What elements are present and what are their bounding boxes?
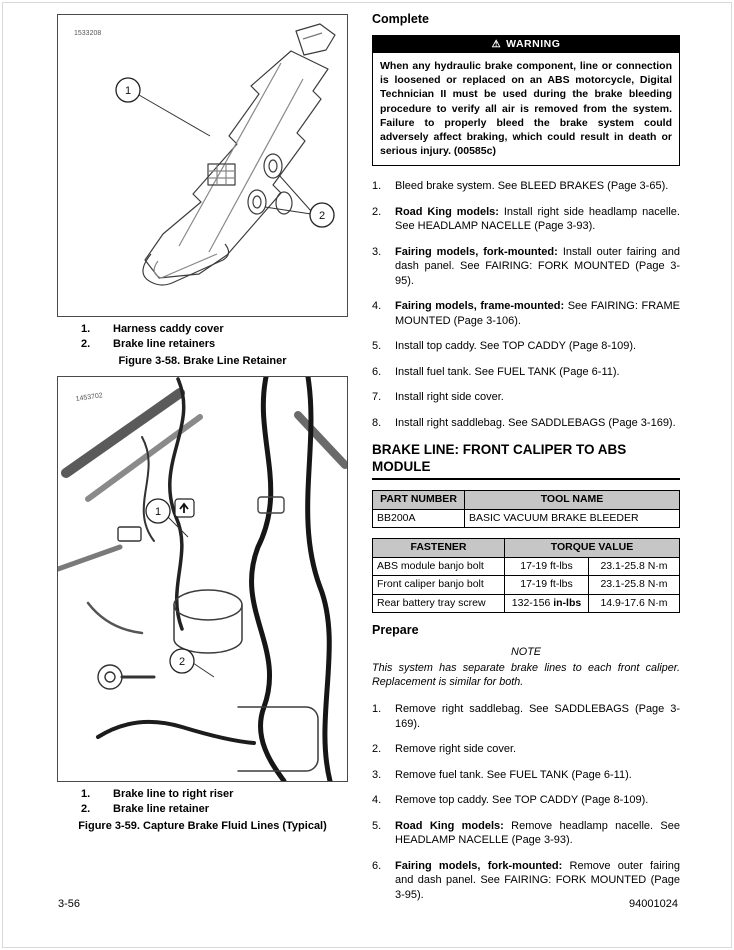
step-number: 5.: [372, 819, 382, 832]
fastener-cell: Front caliper banjo bolt: [373, 576, 505, 595]
instruction-step: [372, 416, 680, 431]
torque-cell: 17-19 ft-lbs: [505, 557, 589, 576]
legend-text: Harness caddy cover: [113, 323, 224, 335]
legend-text: Brake line retainers: [113, 338, 216, 350]
step-number: 1.: [372, 180, 382, 193]
step-number: 4.: [372, 794, 382, 807]
table-row: [373, 576, 680, 595]
tool-table-header-tool: TOOL NAME: [465, 491, 680, 510]
instruction-step: [372, 793, 680, 808]
step-text: Road King models: Install right side headlamp nacelle. See HEADLAMP NACELLE (Page 3-93).: [395, 205, 680, 233]
torque-table-header-fastener: FASTENER: [373, 539, 505, 558]
instruction-step: [372, 339, 680, 354]
tool-table: [372, 490, 680, 528]
instruction-step: [372, 205, 680, 234]
step-text: Remove top caddy. See TOP CADDY (Page 8-109).: [395, 794, 649, 807]
figure-3-59-legend: [57, 787, 348, 816]
step-text: Fairing models, frame-mounted: See FAIRING: FRAME MOUNTED (Page 3-106).: [395, 300, 680, 327]
callout-symbol-icon: [175, 499, 194, 517]
torque-metric-cell: 23.1-25.8 N·m: [589, 557, 680, 576]
figure-3-59-caption: Figure 3-59. Capture Brake Fluid Lines (Typical): [78, 820, 327, 832]
svg-text:1: 1: [124, 85, 132, 97]
svg-text:2: 2: [318, 210, 326, 222]
step-number: 1.: [372, 703, 382, 716]
instruction-step: [372, 179, 680, 194]
instruction-step: [372, 365, 680, 380]
step-text: Bleed brake system. See BLEED BRAKES (Page 3-65).: [395, 180, 669, 193]
figure-3-59-image: [57, 376, 348, 782]
page-number: 3-56: [58, 898, 81, 910]
step-text: Install right side cover.: [395, 391, 504, 404]
instruction-step: [372, 702, 680, 731]
step-number: 4.: [372, 300, 382, 313]
fastener-cell: Rear battery tray screw: [373, 594, 505, 613]
brake-line-retainer-illustration: [58, 15, 347, 316]
instruction-step: [372, 390, 680, 405]
figure-3-58-caption: Figure 3-58. Brake Line Retainer: [118, 355, 287, 367]
step-text: Remove right saddlebag. See SADDLEBAGS (Page 3-169).: [395, 703, 680, 730]
step-text: Install right saddlebag. See SADDLEBAGS (Page 3-169).: [395, 416, 676, 429]
callout-1: [146, 499, 170, 523]
tool-name-cell: BASIC VACUUM BRAKE BLEEDER: [465, 509, 680, 528]
step-number: 3.: [372, 245, 382, 258]
document-number: 94001024: [629, 898, 678, 910]
torque-metric-cell: 23.1-25.8 N·m: [589, 576, 680, 595]
legend-text: Brake line retainer: [113, 803, 209, 815]
step-bold-lead: Fairing models, fork-mounted:: [395, 859, 563, 872]
step-text: Remove fuel tank. See FUEL TANK (Page 6-11).: [395, 768, 632, 781]
prepare-steps: [372, 702, 680, 902]
torque-table-header-torque: TORQUE VALUE: [505, 539, 680, 558]
step-text: Fairing models, fork-mounted: Install outer fairing and dash panel. See FAIRING: FORK MOUNTED (Page 3-95).: [395, 245, 680, 287]
step-text: Install top caddy. See TOP CADDY (Page 8-109).: [395, 340, 637, 353]
torque-metric-cell: 14.9-17.6 N·m: [589, 594, 680, 613]
step-bold-lead: Road King models:: [395, 819, 504, 832]
photo-id-label: 1453702: [75, 392, 104, 403]
torque-cell: 132-156 in-lbs: [505, 594, 589, 613]
legend-number: 1.: [81, 323, 91, 335]
callout-1: [116, 78, 140, 102]
step-number: 2.: [372, 205, 382, 218]
step-bold-lead: Fairing models, fork-mounted:: [395, 245, 558, 258]
callout-2: [310, 203, 334, 227]
text-column: [372, 12, 680, 913]
legend-item: [81, 322, 348, 336]
figure-3-58-image: [57, 14, 348, 317]
step-text: Remove right side cover.: [395, 743, 517, 756]
instruction-step: [372, 819, 680, 848]
svg-text:1: 1: [154, 506, 162, 518]
table-row: [373, 509, 680, 528]
figures-column: [57, 14, 348, 841]
section-title-complete: Complete: [372, 12, 429, 26]
callout-2: [170, 649, 194, 673]
legend-item: [81, 787, 348, 801]
instruction-step: [372, 768, 680, 783]
torque-cell: 17-19 ft-lbs: [505, 576, 589, 595]
warning-text: When any hydraulic brake component, line or connection is loosened or replaced on an ABS motorcycle, Digital Technician II must be used during the brake bleeding procedure to verify all air is removed from the system. Failure to properly bleed the brake system could adversely affect braking, which could result in death or serious injury. (00585c): [380, 60, 672, 158]
warning-label: WARNING: [506, 38, 561, 50]
legend-number: 2.: [81, 338, 91, 350]
complete-steps: [372, 179, 680, 430]
section-title-prepare: Prepare: [372, 623, 419, 638]
step-text: Road King models: Remove headlamp nacelle. See HEADLAMP NACELLE (Page 3-93).: [395, 819, 680, 847]
legend-item: [81, 337, 348, 351]
fastener-cell: ABS module banjo bolt: [373, 557, 505, 576]
step-number: 2.: [372, 743, 382, 756]
tool-table-header-part: PART NUMBER: [373, 491, 465, 510]
section-title-brake-line: BRAKE LINE: FRONT CALIPER TO ABS MODULE: [372, 441, 680, 480]
step-text: Fairing models, fork-mounted: Remove outer fairing and dash panel. See FAIRING: FORK MOUNTED (Page 3-95).: [395, 859, 680, 901]
step-number: 7.: [372, 391, 382, 404]
table-row: [373, 594, 680, 613]
figure-3-58-legend: [57, 322, 348, 351]
step-number: 5.: [372, 340, 382, 353]
legend-number: 1.: [81, 788, 91, 800]
capture-brake-fluid-lines-illustration: [58, 377, 347, 781]
step-bold-lead: Fairing models, frame-mounted:: [395, 300, 565, 313]
step-text: Install fuel tank. See FUEL TANK (Page 6-11).: [395, 365, 620, 378]
photo-id-label: 1533208: [74, 30, 102, 37]
warning-icon: ⚠: [491, 39, 502, 50]
step-bold-lead: Road King models:: [395, 205, 499, 218]
warning-header: [373, 36, 679, 53]
step-number: 8.: [372, 416, 382, 429]
table-row: [373, 557, 680, 576]
note-label: NOTE: [511, 646, 541, 659]
torque-table: [372, 538, 680, 613]
warning-box: [372, 35, 680, 166]
legend-item: [81, 802, 348, 816]
step-number: 3.: [372, 768, 382, 781]
step-number: 6.: [372, 365, 382, 378]
legend-text: Brake line to right riser: [113, 788, 234, 800]
note-text: This system has separate brake lines to each front caliper. Replacement is similar for both.: [372, 662, 680, 689]
part-number-cell: BB200A: [373, 509, 465, 528]
step-number: 6.: [372, 859, 382, 872]
instruction-step: [372, 742, 680, 757]
instruction-step: [372, 245, 680, 289]
instruction-step: [372, 859, 680, 903]
instruction-step: [372, 299, 680, 328]
svg-text:2: 2: [178, 656, 186, 668]
legend-number: 2.: [81, 803, 91, 815]
